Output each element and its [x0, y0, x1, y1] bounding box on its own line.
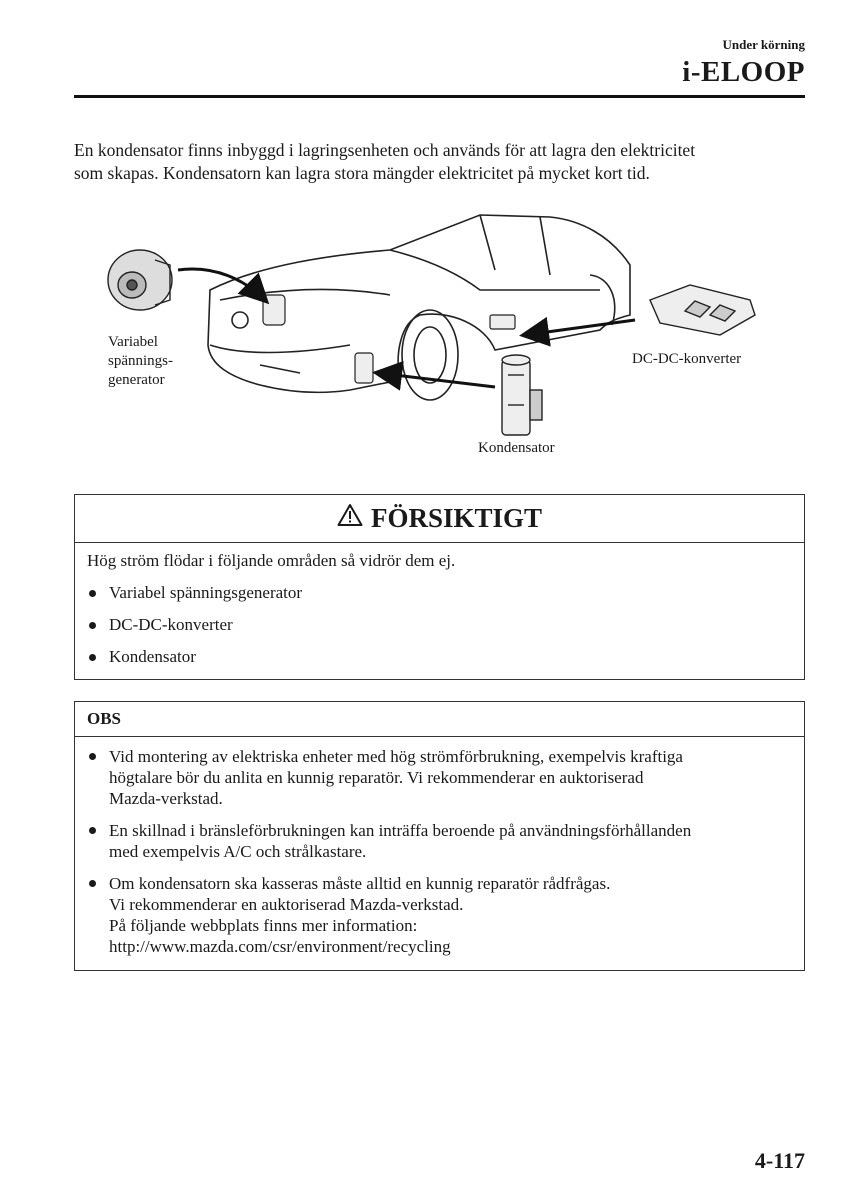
capacitor-icon	[502, 355, 542, 435]
alternator-icon	[108, 250, 172, 310]
note-header: OBS	[75, 702, 804, 737]
recycling-url: http://www.mazda.com/csr/environment/recycling	[109, 937, 451, 956]
generator-label-line: spännings-	[108, 353, 173, 369]
note-list-item	[87, 873, 792, 957]
warning-triangle-icon	[337, 503, 363, 534]
caution-list-item: Kondensator	[87, 647, 792, 667]
engine-bay-part	[263, 295, 515, 383]
note-line: högtalare bör du anlita en kunnig reparatör. Vi rekommenderar en auktoriserad	[109, 768, 644, 787]
note-line: En skillnad i bränsleförbrukningen kan inträffa beroende på användningsförhållanden	[109, 821, 692, 840]
chapter-title: i-ELOOP	[682, 56, 805, 88]
note-line: Vid montering av elektriska enheter med hög strömförbrukning, exempelvis kraftiga	[109, 747, 683, 766]
note-line: Vi rekommenderar en auktoriserad Mazda-verkstad.	[109, 895, 464, 914]
note-line: med exempelvis A/C och strålkastare.	[109, 842, 367, 861]
caution-box	[74, 494, 805, 680]
note-line: Om kondensatorn ska kasseras måste alltid en kunnig reparatör rådfrågas.	[109, 874, 611, 893]
caution-text: Hög ström flödar i följande områden så vidrör dem ej.	[87, 551, 456, 570]
car-component-illustration	[100, 205, 800, 470]
intro-line: En kondensator finns inbyggd i lagringsenheten och används för att lagra den elektricitet	[74, 140, 696, 160]
generator-label-line: generator	[108, 372, 165, 388]
generator-label-line: Variabel	[108, 334, 158, 350]
caution-body	[75, 543, 804, 667]
header-divider	[74, 95, 805, 98]
car-diagram-svg	[100, 205, 800, 470]
note-line: Mazda-verkstad.	[109, 789, 223, 808]
section-label: Under körning	[722, 37, 805, 52]
caution-header	[75, 495, 804, 543]
page-number: 4-117	[754, 1148, 805, 1173]
intro-line: som skapas. Kondensatorn kan lagra stora mängder elektricitet på mycket kort tid.	[74, 163, 650, 183]
caution-list-item: DC-DC-konverter	[87, 615, 792, 635]
note-line: På följande webbplats finns mer information:	[109, 916, 418, 935]
capacitor-label: Kondensator	[478, 440, 555, 456]
note-list-item	[87, 820, 792, 862]
caution-list-item: Variabel spänningsgenerator	[87, 583, 792, 603]
note-list-item	[87, 746, 792, 809]
generator-label	[108, 333, 173, 390]
dcdc-label: DC-DC-konverter	[632, 351, 742, 367]
caution-title: FÖRSIKTIGT	[370, 503, 543, 533]
note-box	[74, 701, 805, 971]
note-body	[75, 737, 804, 957]
intro-paragraph	[74, 139, 774, 185]
dcdc-converter-icon	[650, 285, 755, 335]
